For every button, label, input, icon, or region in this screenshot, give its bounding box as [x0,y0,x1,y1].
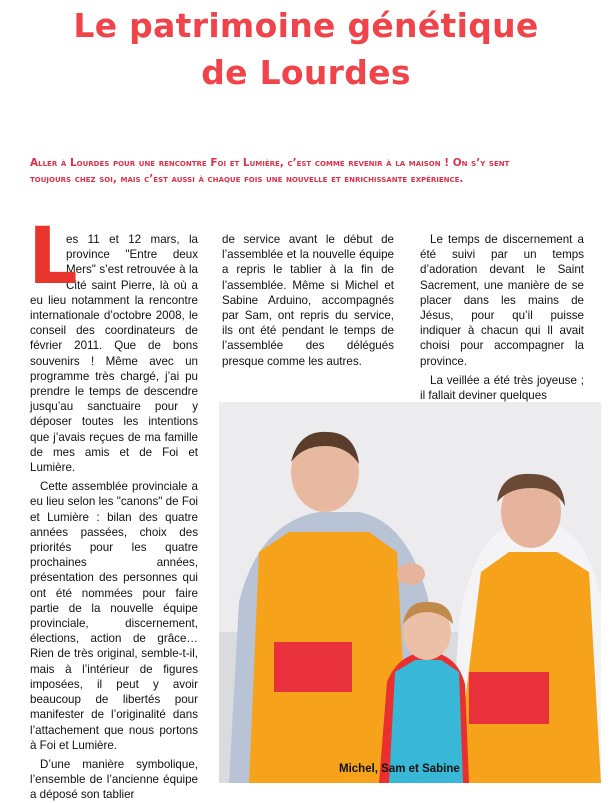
paragraph: D’une manière symbolique, l’ensemble de l’ancienne équipe a déposé son tablier [30,757,198,802]
intro-line-2: toujours chez soi, mais c’est aussi à chaque fois une nouvelle et enrichissante expérience. [30,173,464,185]
photo-illustration [219,402,601,783]
paragraph: Le temps de discernement a été suivi par un temps d’adoration devant le Saint Sacrement, une manière de se placer dans les mains de Jésus, pour qu’il puisse indiquer à chacun qui Il avait choisi pour accompagner la province. [420,233,584,368]
article-intro [30,155,602,187]
drop-cap: L [28,212,78,302]
paragraph-text: es 11 et 12 mars, la province "Entre deux Mers" s’est retrouvée à la Cité saint Pierre, là où a eu lieu notamment la rencontre internationale d’octobre 2008, le conseil des coordinateurs de février 2011. Que de bons souvenirs ! Même avec un programme très chargé, j’ai pu prendre le temps de descendre jusqu’au sanctuaire pour y déposer toutes les intentions que j’avais reçues de ma famille de mes amis et de Foi et Lumière. [30,233,198,475]
paragraph: Cette assemblée provinciale a eu lieu selon les "canons" de Foi et Lumière : bilan des quatre années passées, choix des priorités pour les quatre prochaines années, présentation des personnes qui ont été nommées pour faire partie de la nouvelle équipe provinciale, discernement, élections, action de grâce… Rien de très original, semble-t-il, mais à l’intérieur de figures imposées, il peut y avoir beaucoup de libertés pour manifester de l’originalité dans l’attachement que nous portons à Foi et Lumière. [30,480,198,752]
group-photo [219,402,601,783]
title-line-2: de Lourdes [201,53,411,92]
intro-line-1: Aller à Lourdes pour une rencontre Foi et Lumière, c’est comme revenir à la maison ! On s’y sent [30,157,510,169]
paragraph: de service avant le début de l’assemblée et la nouvelle équipe a repris le tablier à la fin de l’assemblée. Même si Michel et Sabine Arduino, accompagnés par Sam, ont repris du service, ils ont été pendant le temps de l’assemblée des délégués presque comme les autres. [222,233,394,368]
text-column-1 [28,212,198,803]
paragraph [28,212,198,475]
woman-apron-pocket [469,672,549,724]
paragraph: La veillée a été très joyeuse ; il fallait deviner quelques [420,373,584,403]
title-line-1: Le patrimoine génétique [73,6,539,45]
text-column-3 [420,232,584,403]
article-title [0,2,612,96]
text-column-2 [222,232,394,369]
photo-caption: Michel, Sam et Sabine [339,763,460,775]
man-apron-pocket [274,642,352,692]
